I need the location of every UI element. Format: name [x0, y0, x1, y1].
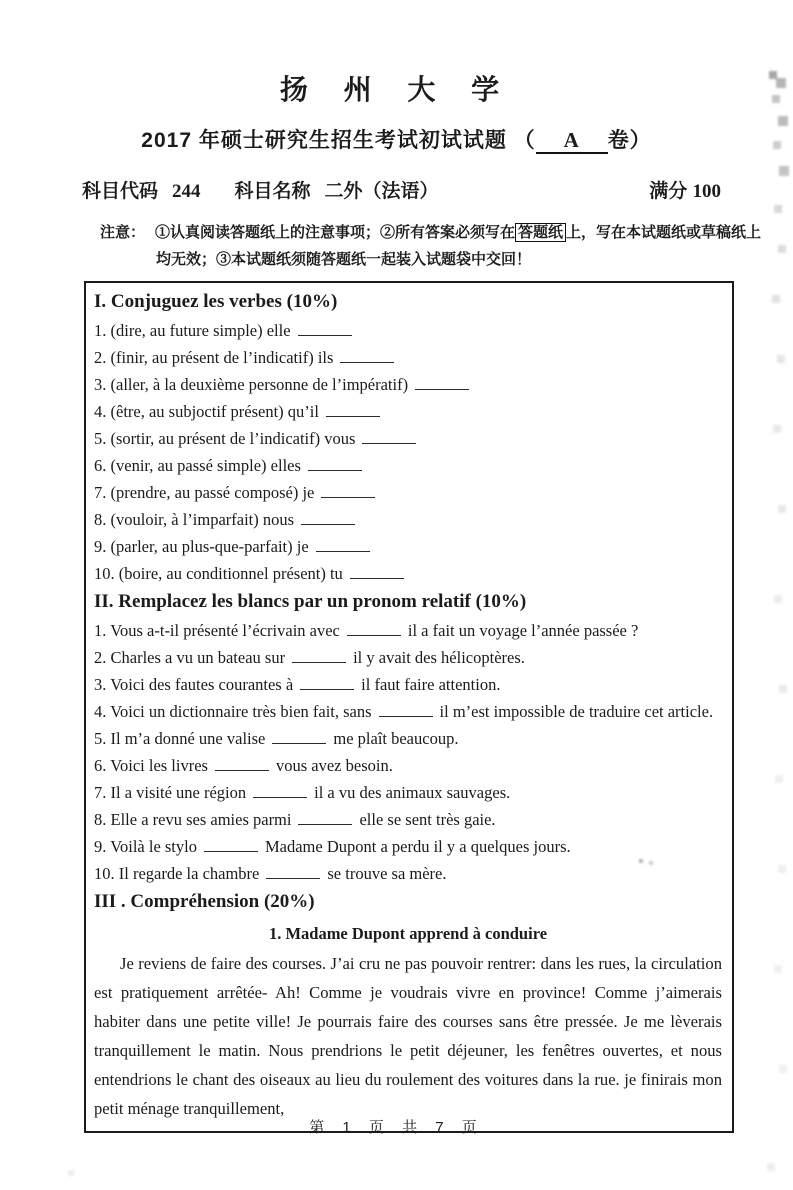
answer-blank — [340, 349, 394, 363]
question-text: 4. Voici un dictionnaire très bien fait, sans — [94, 702, 372, 722]
passage-text: Je reviens de faire des courses. J’ai cru ne pas pouvoir rentrer: dans les rues, la circulation est pratiquement arrêtée- Ah! Comme je voudrais vivre en province! Comme j’aimerais habiter dans une petite ville! Je pourrais faire des courses sans être pressée. Je me lèverais tranquillement le matin. Nous prendrions le petit déjeuner, les fenêtres ouvertes, et nous entendrions le chant des oiseaux au lieu du roulement des voitures dans la rue. je finirais mon petit ménage tranquillement, — [94, 954, 722, 1119]
question-box — [84, 281, 734, 1133]
question-item — [94, 752, 722, 779]
question-text: elle se sent très gaie. — [359, 810, 496, 830]
answer-blank — [215, 757, 269, 771]
question-text: vous avez besoin. — [275, 756, 393, 776]
answer-blank — [326, 403, 380, 417]
notice-line1-post: 上，写在本试题纸或草稿纸上 — [566, 224, 762, 242]
exam-subtitle-suffix: 卷） — [607, 129, 652, 152]
question-text: 6. Voici les livres — [94, 756, 208, 776]
answer-blank — [300, 676, 354, 690]
full-score-value: 100 — [692, 181, 721, 203]
section-1-heading: I. Conjuguez les verbes (10%) — [94, 291, 338, 313]
question-item — [94, 344, 722, 371]
question-item — [94, 317, 722, 344]
answer-blank — [321, 484, 375, 498]
question-text: 10. Il regarde la chambre — [94, 864, 260, 884]
subject-code-label: 科目代码 — [82, 181, 159, 203]
answer-blank — [253, 784, 307, 798]
question-text: 7. (prendre, au passé composé) je — [94, 483, 315, 503]
university-title: 扬 州 大 学 — [279, 74, 514, 105]
answer-blank — [362, 430, 416, 444]
answer-blank — [308, 457, 362, 471]
question-text: il faut faire attention. — [361, 675, 501, 695]
answer-blank — [298, 811, 352, 825]
exam-notice — [100, 219, 762, 273]
question-item — [94, 860, 722, 887]
question-item — [94, 560, 722, 587]
page-number-footer: 第 1 页 共 7 页 — [309, 1119, 484, 1136]
exam-subtitle-prefix: 2017 年硕士研究生招生考试初试试题 （ — [141, 129, 536, 152]
section-1-items — [94, 317, 722, 587]
notice-boxed-term: 答题纸 — [515, 223, 566, 242]
passage-title: 1. Madame Dupont apprend à conduire — [268, 924, 548, 944]
question-text: 9. Voilà le stylo — [94, 837, 197, 857]
notice-line1-pre: ①认真阅读答题纸上的注意事项；②所有答案必须写在 — [155, 224, 516, 242]
answer-blank — [379, 703, 433, 717]
answer-blank — [266, 865, 320, 879]
answer-blank — [301, 511, 355, 525]
notice-label: 注意： — [100, 224, 146, 242]
question-item — [94, 833, 722, 860]
answer-blank — [272, 730, 326, 744]
question-item — [94, 671, 722, 698]
subject-info-row — [82, 176, 721, 203]
subject-name-value: 二外（法语） — [324, 181, 439, 203]
full-score — [649, 176, 721, 203]
answer-blank — [347, 622, 401, 636]
question-item — [94, 371, 722, 398]
question-text: 4. (être, au subjoctif présent) qu’il — [94, 402, 319, 422]
question-text: 1. Vous a-t-il présenté l’écrivain avec — [94, 621, 340, 641]
answer-blank — [204, 838, 258, 852]
subject-name-label: 科目名称 — [234, 181, 311, 203]
question-text: 5. (sortir, au présent de l’indicatif) vous — [94, 429, 356, 449]
question-text: me plaît beaucoup. — [333, 729, 459, 749]
question-item — [94, 533, 722, 560]
question-text: il a fait un voyage l’année passée ? — [407, 621, 639, 641]
answer-blank — [415, 376, 469, 390]
question-text: il y avait des hélicoptères. — [353, 648, 525, 668]
question-text: 9. (parler, au plus-que-parfait) je — [94, 537, 309, 557]
question-text: il m’est impossible de traduire cet article. — [439, 702, 714, 722]
question-item — [94, 479, 722, 506]
question-item — [94, 779, 722, 806]
question-item — [94, 617, 722, 644]
question-item — [94, 644, 722, 671]
question-text: 1. (dire, au future simple) elle — [94, 321, 291, 341]
paper-letter-blank: A — [536, 129, 608, 154]
subject-info-left — [82, 176, 453, 203]
notice-line-2: 均无效；③本试题纸须随答题纸一起装入试题袋中交回！ — [156, 251, 532, 269]
question-text: 5. Il m’a donné une valise — [94, 729, 266, 749]
question-item — [94, 698, 722, 725]
notice-line-1 — [100, 219, 762, 246]
question-text: 6. (venir, au passé simple) elles — [94, 456, 301, 476]
question-item — [94, 452, 722, 479]
answer-blank — [298, 322, 352, 336]
question-text: 2. Charles a vu un bateau sur — [94, 648, 286, 668]
question-text: se trouve sa mère. — [327, 864, 447, 884]
question-text: 8. Elle a revu ses amies parmi — [94, 810, 292, 830]
question-item — [94, 425, 722, 452]
question-text: il a vu des animaux sauvages. — [314, 783, 511, 803]
question-item — [94, 398, 722, 425]
question-text: 8. (vouloir, à l’imparfait) nous — [94, 510, 295, 530]
question-item — [94, 725, 722, 752]
question-text: 2. (finir, au présent de l’indicatif) ils — [94, 348, 334, 368]
question-text: 3. (aller, à la deuxième personne de l’impératif) — [94, 375, 409, 395]
question-text: 10. (boire, au conditionnel présent) tu — [94, 564, 343, 584]
section-3-heading: III . Compréhension (20%) — [94, 891, 315, 913]
section-2-heading: II. Remplacez les blancs par un pronom relatif (10%) — [94, 591, 527, 613]
question-text: 3. Voici des fautes courantes à — [94, 675, 294, 695]
exam-subtitle — [0, 124, 793, 154]
full-score-label: 满分 — [649, 181, 688, 203]
answer-blank — [350, 565, 404, 579]
section-2-items — [94, 617, 722, 887]
question-text: Madame Dupont a perdu il y a quelques jours. — [264, 837, 571, 857]
subject-code-value: 244 — [172, 181, 201, 203]
question-item — [94, 506, 722, 533]
answer-blank — [316, 538, 370, 552]
answer-blank — [292, 649, 346, 663]
question-text: 7. Il a visité une région — [94, 783, 247, 803]
question-item — [94, 806, 722, 833]
